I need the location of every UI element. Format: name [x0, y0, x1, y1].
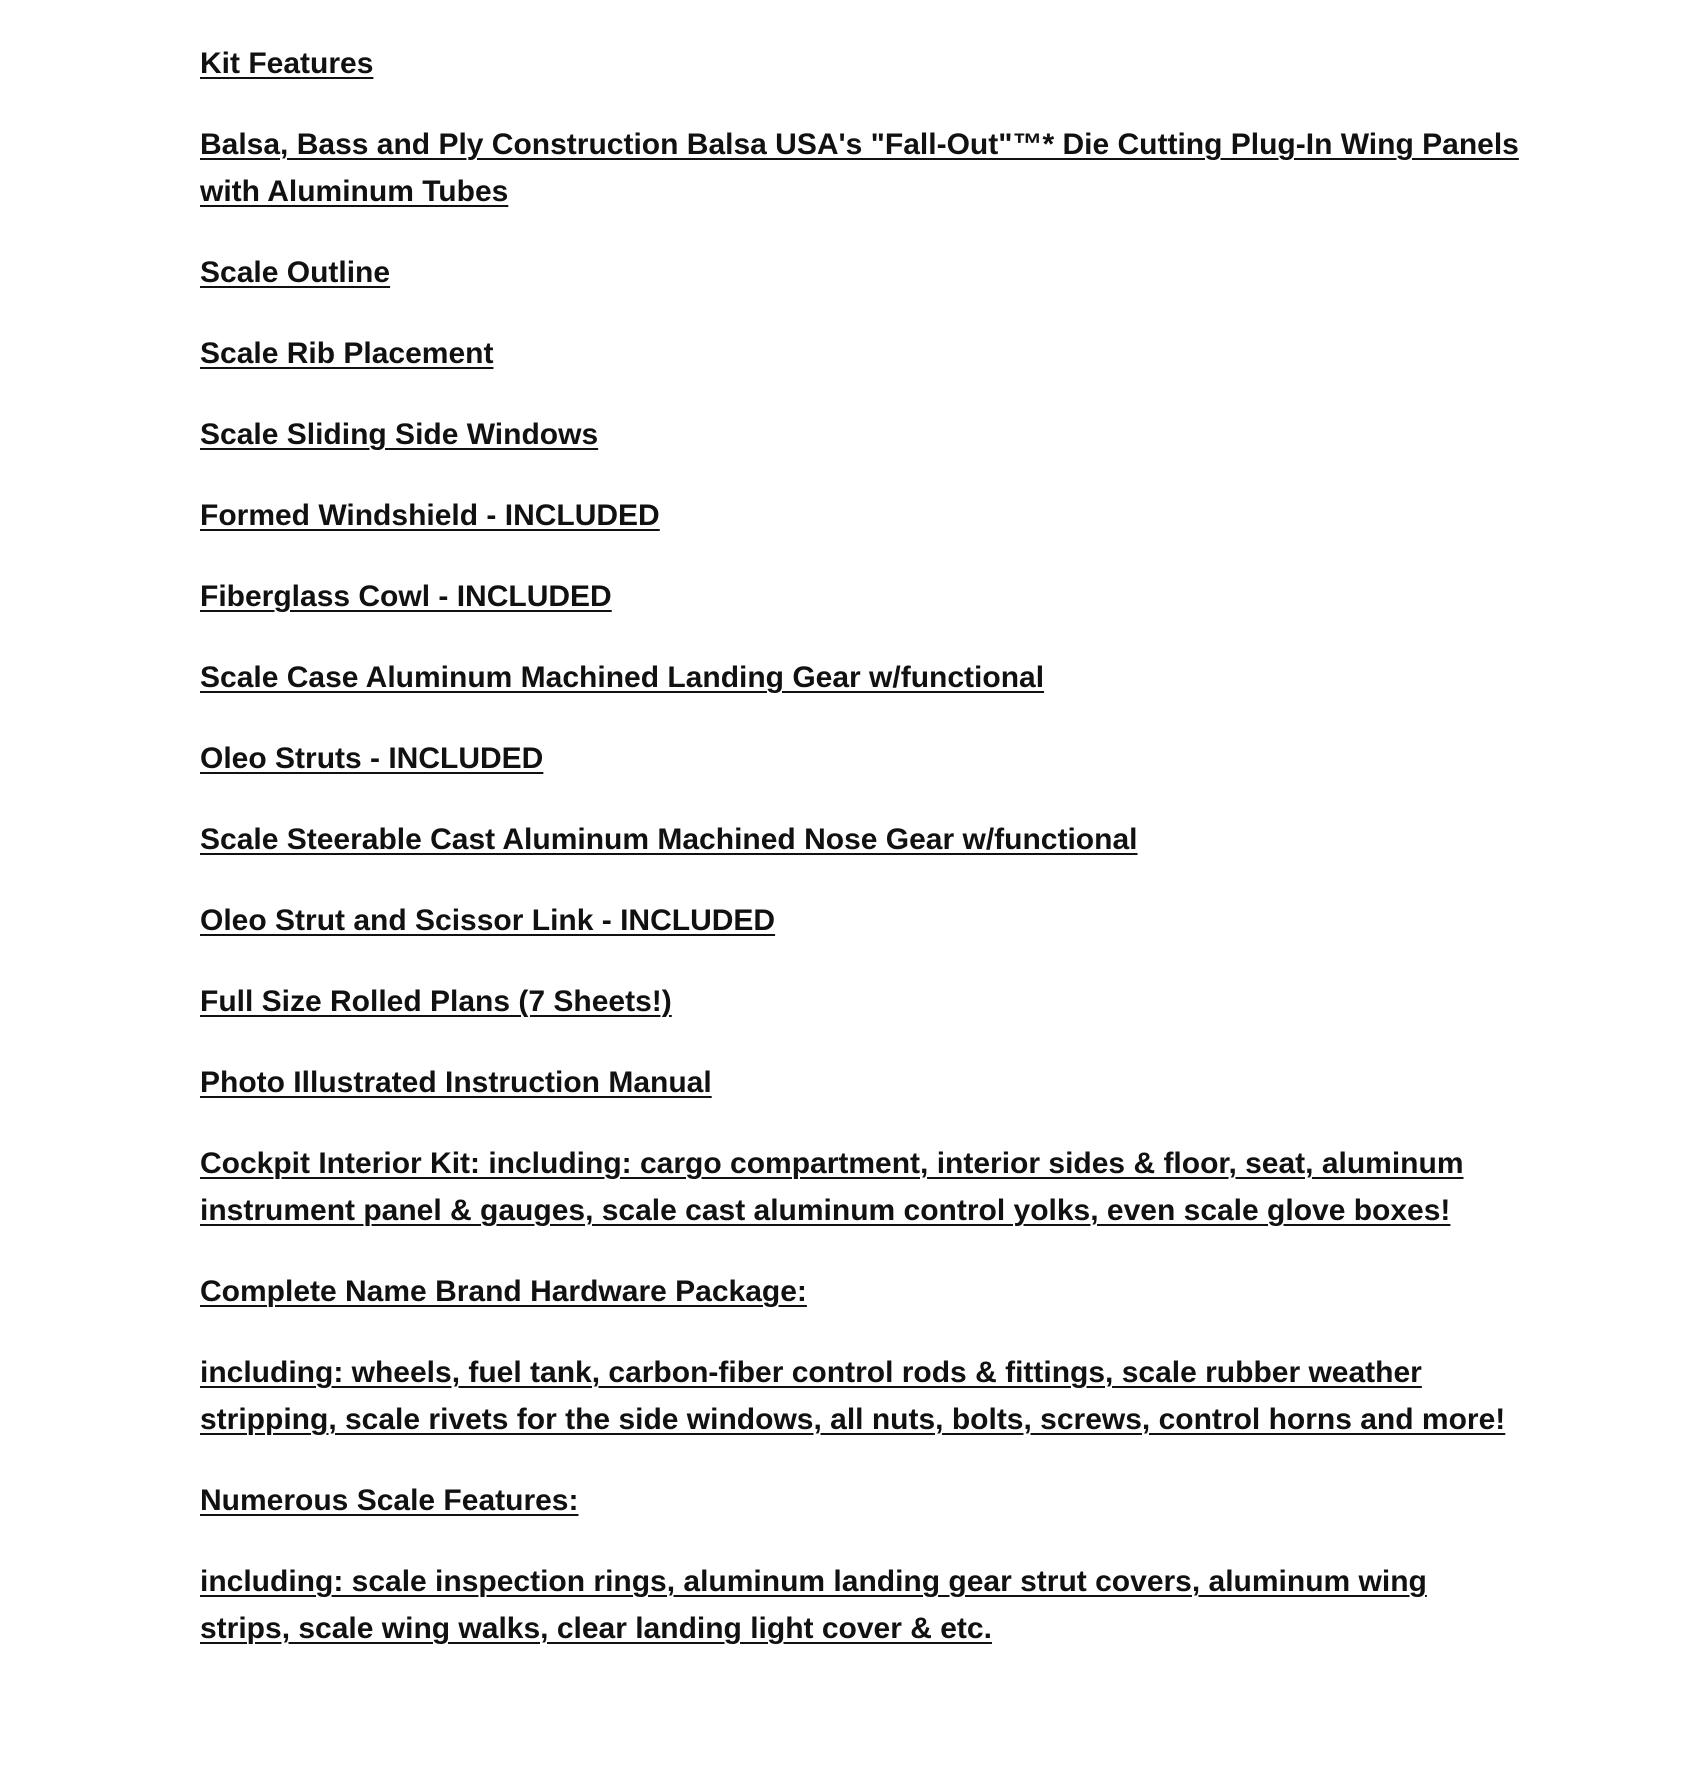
feature-nose-gear: Scale Steerable Cast Aluminum Machined Nose Gear w/functional: [200, 823, 1138, 856]
feature-rib-placement: Scale Rib Placement: [200, 337, 494, 370]
feature-oleo-struts: Oleo Struts - INCLUDED: [200, 742, 544, 775]
feature-windshield: Formed Windshield - INCLUDED: [200, 499, 660, 532]
feature-scissor-link: Oleo Strut and Scissor Link - INCLUDED: [200, 904, 776, 937]
feature-cowl: Fiberglass Cowl - INCLUDED: [200, 580, 612, 613]
feature-cockpit-kit: Cockpit Interior Kit: including: cargo compartment, interior sides & floor, seat, aluminum instrument panel & gauges, scale cast aluminum control yolks, even scale glove boxes!: [200, 1147, 1464, 1227]
feature-scale-outline: Scale Outline: [200, 256, 391, 289]
feature-scale-features: Numerous Scale Features:: [200, 1484, 579, 1517]
feature-hardware-package: Complete Name Brand Hardware Package:: [200, 1275, 807, 1308]
feature-plans: Full Size Rolled Plans (7 Sheets!): [200, 985, 672, 1018]
kit-features-heading: Kit Features: [200, 47, 374, 80]
kit-features-list: [200, 40, 1520, 1652]
feature-hardware-details: including: wheels, fuel tank, carbon-fiber control rods & fittings, scale rubber weather stripping, scale rivets for the side windows, all nuts, bolts, screws, control horns and more!: [200, 1356, 1506, 1436]
feature-landing-gear: Scale Case Aluminum Machined Landing Gear w/functional: [200, 661, 1045, 694]
feature-side-windows: Scale Sliding Side Windows: [200, 418, 599, 451]
feature-scale-details: including: scale inspection rings, aluminum landing gear strut covers, aluminum wing strips, scale wing walks, clear landing light cover & etc.: [200, 1565, 1427, 1645]
feature-construction: Balsa, Bass and Ply Construction Balsa USA's "Fall-Out"™* Die Cutting Plug-In Wing Panels with Aluminum Tubes: [200, 128, 1519, 208]
feature-manual: Photo Illustrated Instruction Manual: [200, 1066, 712, 1099]
